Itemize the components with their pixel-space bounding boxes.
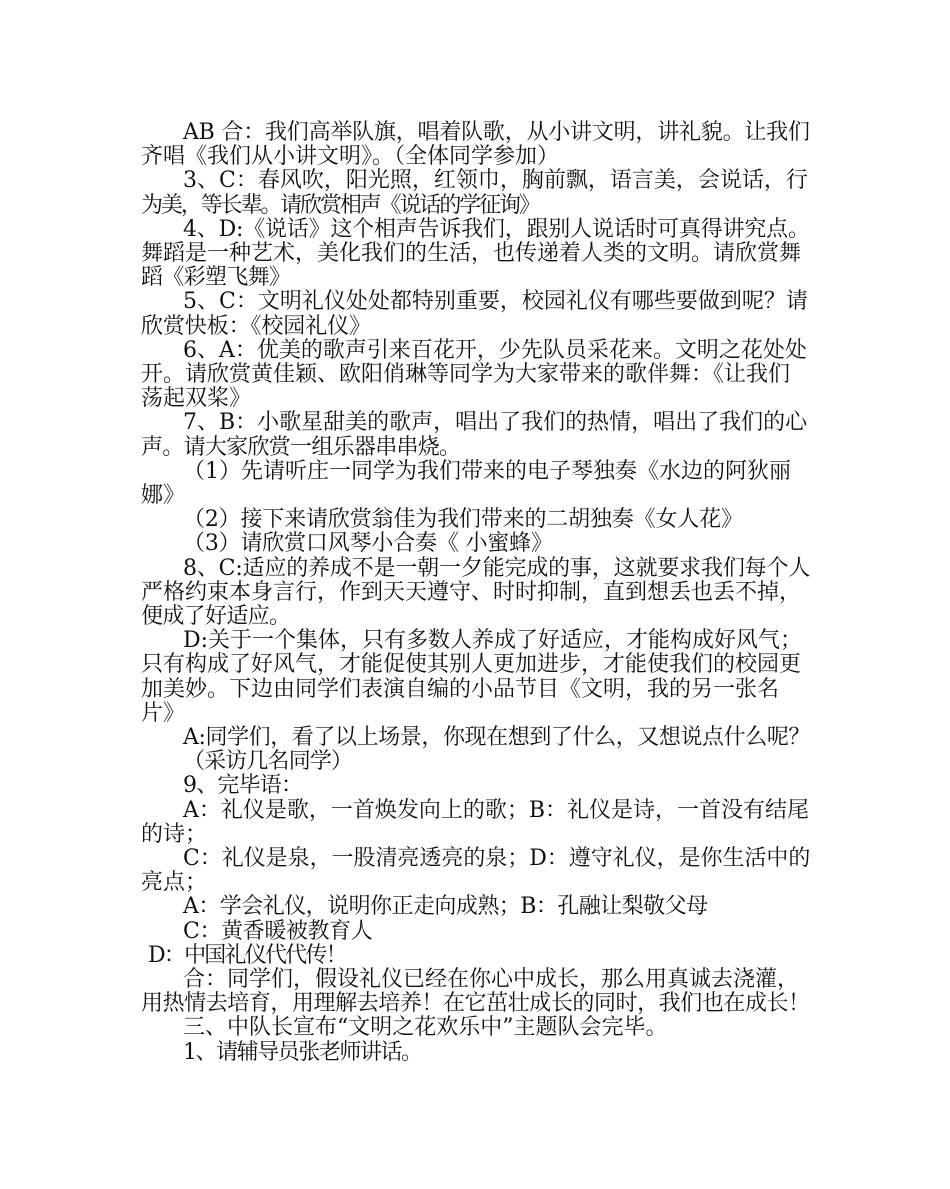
text-line: C：礼仪是泉，一股清亮透亮的泉；D：遵守礼仪，是你生活中的 (183, 846, 811, 871)
text-line: （1）先请听庄一同学为我们带来的电子琴独奏《水边的阿狄丽 (183, 458, 791, 484)
text-line: 用热情去培育，用理解去培养！在它茁壮成长的同时，我们也在成长！ (141, 991, 810, 1017)
text-line: 声。请大家欣赏一组乐器串串烧。 (141, 434, 461, 460)
text-line: 6、A：优美的歌声引来百花开，少先队员采花来。文明之花处处 (183, 337, 807, 363)
text-line: 为美，等长辈。请欣赏相声《说话的学征询》 (141, 192, 539, 218)
text-line: 欣赏快板：《校园礼仪》 (141, 313, 371, 339)
text-line: 加美妙。下边由同学们表演自编的小品节目《文明，我的另一张名 (141, 676, 780, 702)
text-line: A：学会礼仪，说明你正走向成熟；B：孔融让梨敬父母 (183, 894, 708, 920)
text-line: （2）接下来请欣赏翁佳为我们带来的二胡独奏《女人花》 (183, 507, 743, 533)
text-line: D:关于一个集体，只有多数人养成了好适应，才能构成好风气； (183, 628, 803, 654)
text-line: C：黄香暖被教育人 (183, 918, 373, 944)
text-line: 7、B：小歌星甜美的歌声，唱出了我们的热情，唱出了我们的心 (183, 410, 808, 436)
text-line: 齐唱《我们从小讲文明》。（全体同学参加） (141, 144, 560, 170)
text-line: 便成了好适应。 (141, 604, 291, 629)
text-line: 9、完毕语： (183, 773, 303, 799)
text-line: 3、C：春风吹，阳光照，红领巾，胸前飘，语言美，会说话，行 (183, 168, 808, 194)
text-line: D：中国礼仪代代传！ (148, 942, 346, 968)
text-line: 三、中队长宣布“文明之花欢乐中”主题队会完毕。 (183, 1015, 668, 1041)
text-line: 5、C：文明礼仪处处都特别重要，校园礼仪有哪些要做到呢？请 (183, 289, 808, 315)
text-line: 舞蹈是一种艺术，美化我们的生活，也传递着人类的文明。请欣赏舞 (141, 241, 802, 266)
text-line: 8、C:适应的养成不是一朝一夕能完成的事，这就要求我们每个人 (183, 555, 811, 581)
text-line: 4、D:《说话》这个相声告诉我们，跟别人说话时可真得讲究点。 (183, 216, 810, 242)
text-line: 蹈《彩塑飞舞》 (141, 265, 291, 291)
text-line: 严格约束本身言行，作到天天遵守、时时抑制，直到想丢也丢不掉， (141, 579, 802, 605)
text-line: 的诗； (141, 821, 208, 847)
text-line: 只有构成了好风气，才能促使其别人更加进步，才能使我们的校园更 (141, 652, 802, 678)
text-line: 片》 (141, 700, 186, 726)
text-line: 合：同学们，假设礼仪已经在你心中成长，那么用真诚去浇灌， (183, 967, 800, 992)
text-line: 亮点； (141, 870, 208, 896)
text-line: 荡起双桨》 (141, 386, 252, 412)
text-line: （3）请欣赏口风琴小合奏《 小蜜蜂》 (183, 531, 553, 557)
text-line: 娜》 (141, 483, 186, 508)
text-line: 开。请欣赏黄佳颖、欧阳俏琳等同学为大家带来的歌伴舞：《让我们 (141, 362, 791, 387)
text-line: A：礼仪是歌，一首焕发向上的歌；B：礼仪是诗，一首没有结尾 (183, 797, 810, 823)
text-line: A:同学们，看了以上场景，你现在想到了什么，又想说点什么呢？ (183, 725, 811, 750)
text-line: AB 合：我们高举队旗，唱着队歌，从小讲文明，讲礼貌。让我们 (183, 120, 810, 145)
text-line: （采访几名同学） (183, 749, 353, 775)
text-line: 1、请辅导员张老师讲话。 (183, 1039, 422, 1065)
